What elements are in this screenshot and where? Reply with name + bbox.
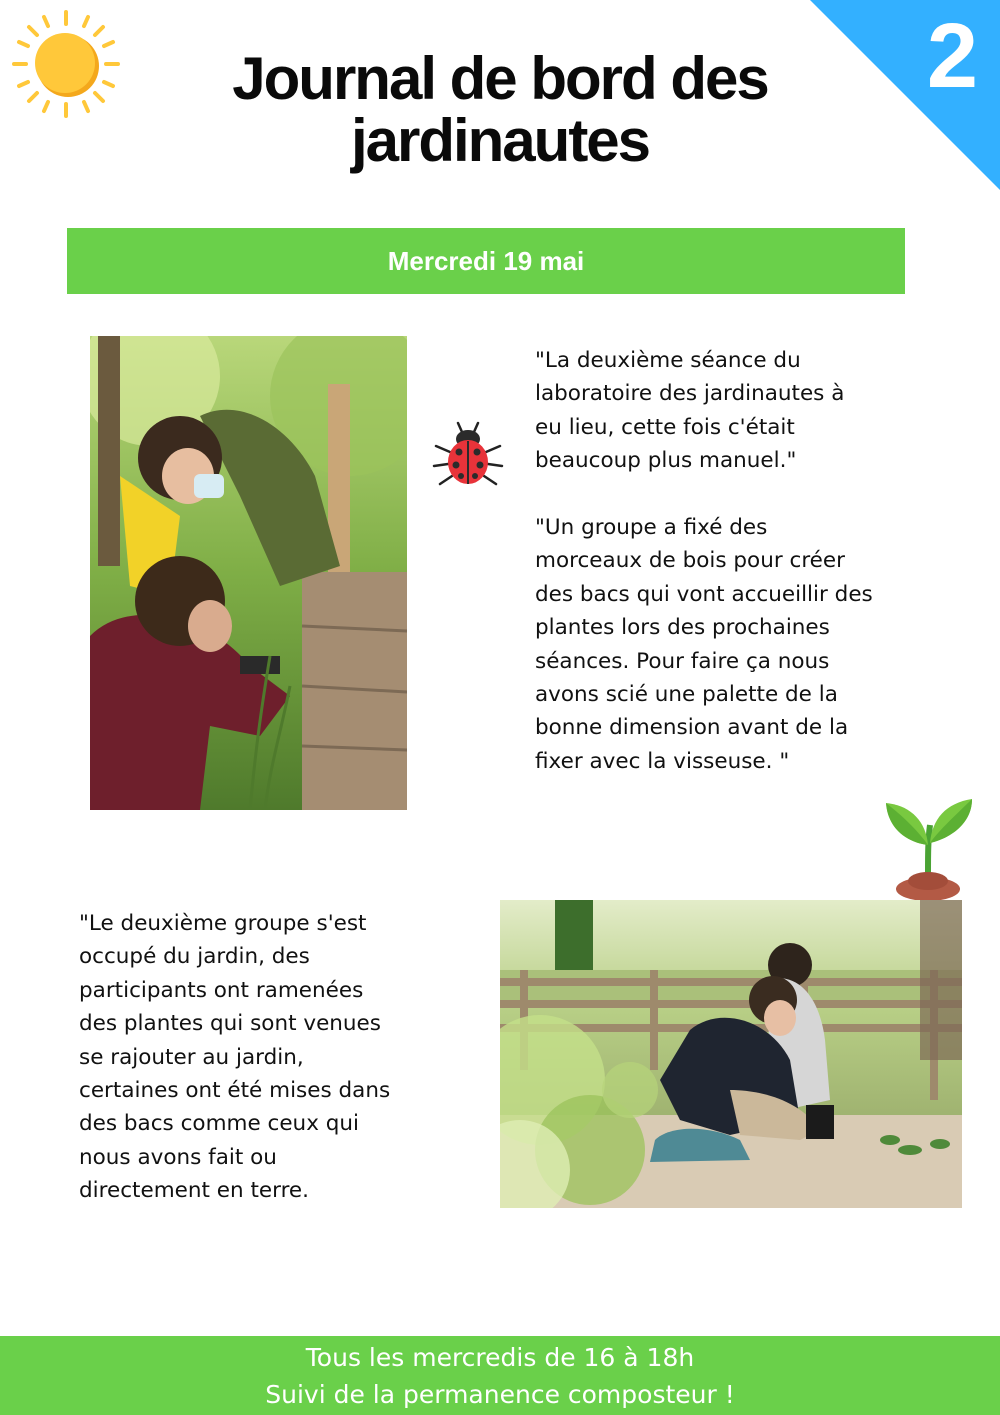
ladybug-icon bbox=[430, 420, 506, 490]
page-number: 2 bbox=[926, 5, 978, 107]
photo-gardening bbox=[500, 900, 962, 1208]
sprout-icon bbox=[880, 795, 976, 901]
quote-seance: "La deuxième séance du laboratoire des jardinautes à eu lieu, cette fois c'était beaucoup plus manuel." bbox=[535, 348, 845, 474]
quote-groupe-jardin: "Le deuxième groupe s'est occupé du jardin, des participants ont ramenées des plantes qui sont venues se rajouter au jardin, certaines ont été mises dans des bacs comme ceux qui nous avons fait ou directement en terre. bbox=[79, 911, 391, 1204]
footer-schedule: Tous les mercredis de 16 à 18h bbox=[305, 1343, 695, 1372]
footer-banner bbox=[0, 1336, 1000, 1415]
footer-composteur: Suivi de la permanence composteur ! bbox=[265, 1380, 735, 1409]
sun-icon bbox=[10, 8, 122, 120]
date-label: Mercredi 19 mai bbox=[387, 245, 585, 276]
title-line-2: jardinautes bbox=[350, 107, 650, 174]
date-banner bbox=[67, 228, 905, 294]
quote-groupe-bois: "Un groupe a fixé des morceaux de bois pour créer des bacs qui vont accueillir des plantes lors des prochaines séances. Pour faire ça nous avons scié une palette de la bonne dimension avant de la fixer avec la visseuse. " bbox=[535, 515, 873, 774]
photo-building-planter bbox=[90, 336, 407, 810]
title-line-1: Journal de bord des bbox=[232, 45, 768, 112]
page-title bbox=[140, 45, 860, 174]
